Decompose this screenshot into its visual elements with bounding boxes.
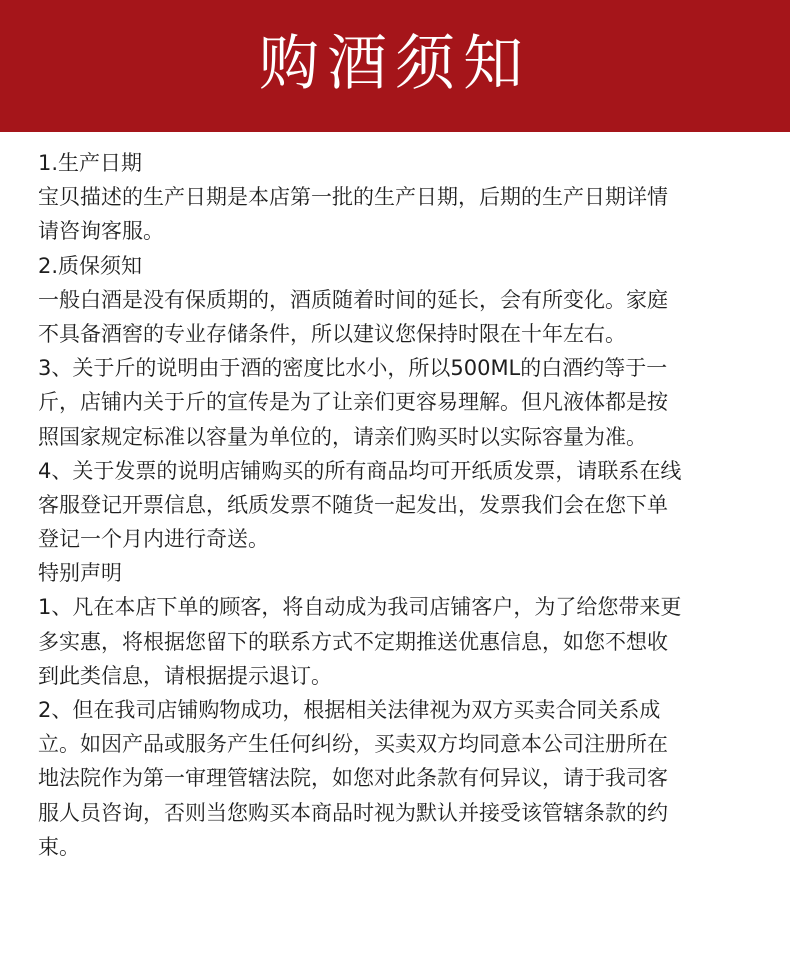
text-line: 宝贝描述的生产日期是本店第一批的生产日期，后期的生产日期详情 xyxy=(38,185,668,210)
text-line: 2、但在我司店铺购物成功，根据相关法律视为双方买卖合同关系成 xyxy=(38,698,661,722)
page-title: 购酒须知 xyxy=(259,29,531,99)
text-line: 请咨询客服。 xyxy=(38,219,164,244)
text-line: 照国家规定标准以容量为单位的，请亲们购买时以实际容量为准。 xyxy=(38,424,647,449)
text-line: 1、凡在本店下单的顾客，将自动成为我司店铺客户，为了给您带来更 xyxy=(38,595,682,620)
section-heading-production-date: 1.生产日期 xyxy=(38,151,143,175)
text-line: 束。 xyxy=(38,834,80,859)
section-heading-special-statement: 特别声明 xyxy=(38,561,122,586)
text-line: 不具备酒窖的专业存储条件，所以建议您保持时限在十年左右。 xyxy=(38,321,626,346)
text-line: 4、关于发票的说明店铺购买的所有商品均可开纸质发票，请联系在线 xyxy=(38,458,682,483)
text-line: 斤，店铺内关于斤的宣传是为了让亲们更容易理解。但凡液体都是按 xyxy=(38,390,668,415)
section-heading-warranty: 2.质保须知 xyxy=(38,253,143,278)
text-line: 到此类信息，请根据提示退订。 xyxy=(38,663,332,688)
text-line: 服人员咨询，否则当您购买本商品时视为默认并接受该管辖条款的约 xyxy=(38,800,668,825)
text-line: 客服登记开票信息，纸质发票不随货一起发出，发票我们会在您下单 xyxy=(38,492,668,517)
notice-content xyxy=(38,146,760,864)
text-line: 立。如因产品或服务产生任何纠纷，买卖双方均同意本公司注册所在 xyxy=(38,732,668,757)
header-banner xyxy=(0,0,790,132)
text-line: 3、关于斤的说明由于酒的密度比水小，所以500ML的白酒约等于一 xyxy=(38,356,668,381)
text-line: 登记一个月内进行奇送。 xyxy=(38,527,269,552)
text-line: 一般白酒是没有保质期的，酒质随着时间的延长，会有所变化。家庭 xyxy=(38,287,668,312)
text-line: 地法院作为第一审理管辖法院，如您对此条款有何异议，请于我司客 xyxy=(38,766,668,791)
text-line: 多实惠，将根据您留下的联系方式不定期推送优惠信息，如您不想收 xyxy=(38,629,668,654)
